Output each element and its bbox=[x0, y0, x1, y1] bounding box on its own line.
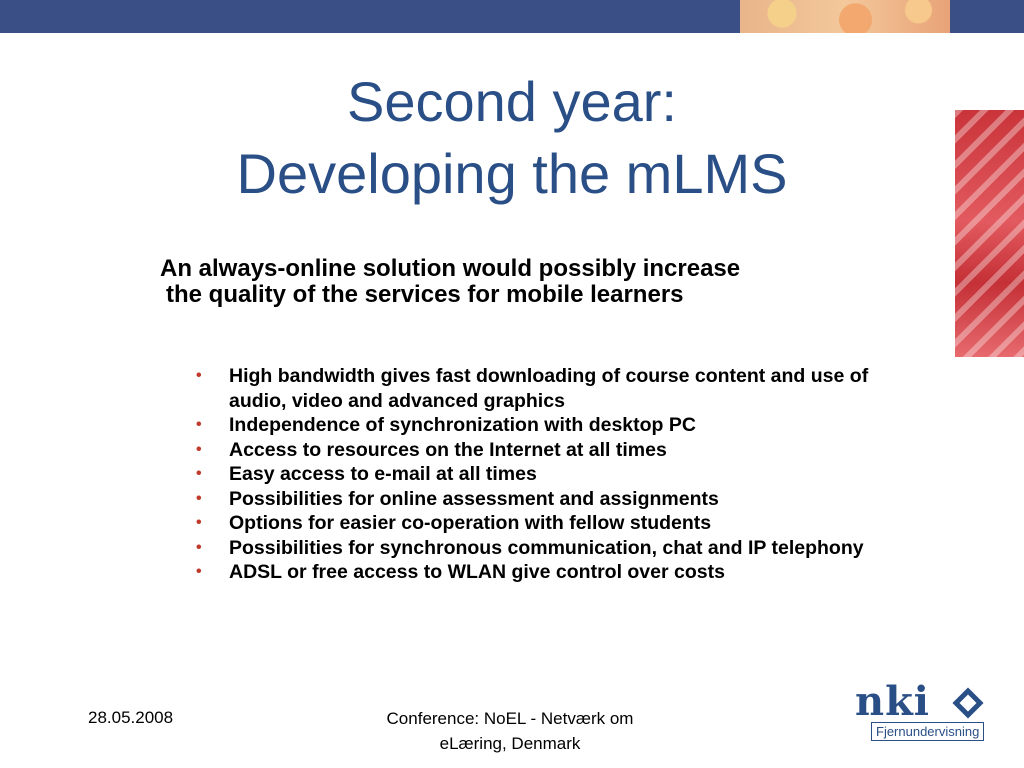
footer-date: 28.05.2008 bbox=[88, 708, 174, 727]
conference-line-2: eLæring, Denmark bbox=[439, 734, 581, 753]
bullet-item bbox=[196, 536, 916, 561]
bullet-item bbox=[196, 511, 916, 536]
bullet-text: High bandwidth gives fast downloading of course content and use of audio, video and advanced graphics bbox=[229, 365, 869, 412]
lead-line-2: the quality of the services for mobile learners bbox=[166, 281, 684, 308]
nki-logo bbox=[855, 678, 1000, 746]
bullet-item bbox=[196, 560, 916, 585]
footer-conference bbox=[350, 706, 670, 756]
bullet-dot-icon: • bbox=[196, 465, 202, 482]
bullet-text: Options for easier co-operation with fellow students bbox=[229, 512, 712, 534]
bullet-dot-icon: • bbox=[196, 563, 202, 580]
bullet-dot-icon: • bbox=[196, 538, 202, 556]
bullet-item bbox=[196, 364, 916, 413]
title-line-2: Developing the mLMS bbox=[236, 142, 788, 205]
bullet-item bbox=[196, 462, 916, 487]
title-line-1: Second year: bbox=[347, 70, 677, 133]
bullet-text: Easy access to e-mail at all times bbox=[229, 463, 537, 485]
bullet-dot-icon: • bbox=[196, 416, 202, 433]
bullet-dot-icon: • bbox=[196, 514, 202, 531]
bullet-text: Possibilities for synchronous communication, chat and IP telephony bbox=[229, 536, 864, 559]
conference-line-1: Conference: NoEL - Netværk om bbox=[386, 709, 634, 728]
bullet-dot-icon: • bbox=[196, 440, 202, 458]
bullet-text: ADSL or free access to WLAN give control over costs bbox=[229, 561, 725, 583]
lead-line-1: An always-online solution would possibly increase bbox=[160, 255, 741, 282]
bullet-text: Independence of synchronization with desktop PC bbox=[229, 414, 696, 436]
bullet-dot-icon: • bbox=[196, 489, 202, 507]
bullet-item bbox=[196, 413, 916, 438]
diamond-icon bbox=[952, 687, 983, 718]
logo-wordmark: nki bbox=[855, 678, 930, 725]
bullet-item bbox=[196, 487, 916, 512]
bullet-text: Possibilities for online assessment and assignments bbox=[229, 487, 719, 510]
bullet-list bbox=[196, 364, 916, 585]
bullet-dot-icon: • bbox=[196, 367, 202, 384]
slide-title bbox=[0, 66, 1024, 210]
bullet-item bbox=[196, 438, 916, 463]
lead-statement bbox=[160, 256, 880, 308]
logo-subtitle: Fjernundervisning bbox=[871, 722, 984, 741]
banner-photo bbox=[740, 0, 950, 33]
bullet-text: Access to resources on the Internet at all times bbox=[229, 438, 667, 461]
